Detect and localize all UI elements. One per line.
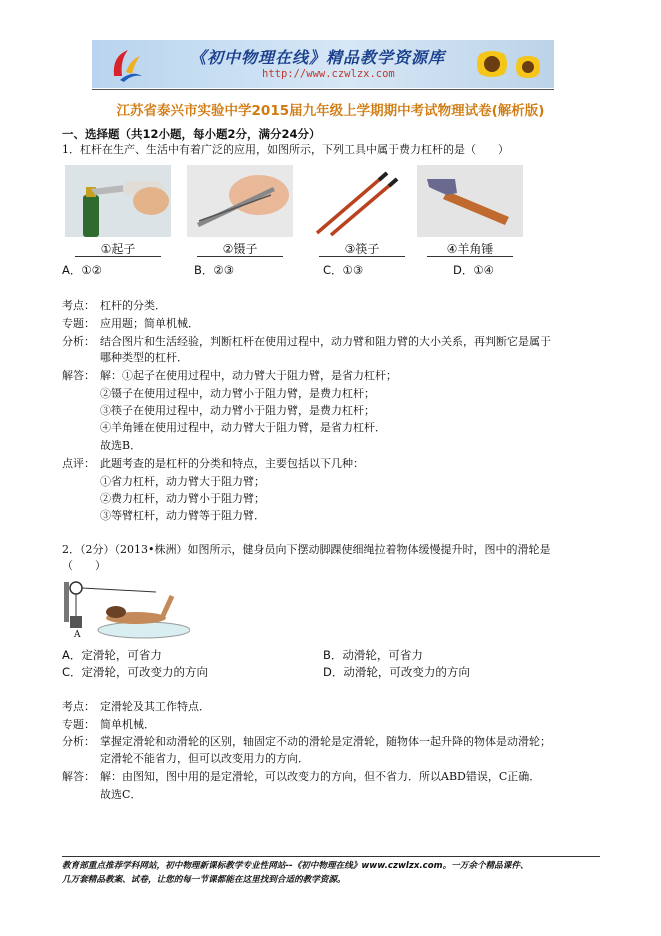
q2-fenxi-line: 定滑轮不能省力，但可以改变用力的方向． [100,752,309,765]
q1-dianping-line: ③等臂杠杆，动力臂等于阻力臂． [100,509,265,522]
q1-dianping-line: ②费力杠杆，动力臂小于阻力臂； [100,492,265,505]
pulley-label: A [74,630,81,640]
q2-zhuanti-label: 专题： [62,718,95,731]
q1-stem: 1．杠杆在生产、生活中有着广泛的应用，如图所示，下列工具中属于费力杠杆的是（ ） [62,143,509,156]
q2-jieda-line: 故选C． [100,788,142,801]
footer-line: 几万套精品教案、试卷，让您的每一节课都能在这里找到合适的教学资源。 [62,875,346,885]
q2-kaodian-label: 考点： [62,700,95,713]
claw-hammer-image [417,165,523,237]
q1-jieda-line: 解：①起子在使用过程中，动力臂大于阻力臂，是省力杠杆； [100,369,397,382]
caption-underline [427,256,513,257]
q2-fenxi-line: 掌握定滑轮和动滑轮的区别，轴固定不动的滑轮是定滑轮，随物体一起升降的物体是动滑轮； [100,735,551,748]
footer-line: 教育部重点推荐学科网站，初中物理新课标教学专业性网站--《初中物理在线》www.czwlzx.com。一万余个精品课件、 [62,861,529,871]
pulley-exercise-image [64,578,190,644]
banner-title: 《初中物理在线》精品教学资源库 [190,48,446,67]
document-title: 江苏省泰兴市实验中学2015届九年级上学期期中考试物理试卷(解析版) [116,103,545,119]
q1-jieda-line: ②镊子在使用过程中，动力臂小于阻力臂，是费力杠杆； [100,387,375,400]
caption-underline [319,256,405,257]
q1-kaodian-label: 考点： [62,299,95,312]
q2-jieda-line: 解：由图知，图中用的是定滑轮，可以改变力的方向，但不省力．所以ABD错误，C正确． [100,770,541,783]
q1-fenxi-label: 分析： [62,335,95,348]
q1-option-d: D．①④ [453,263,494,277]
chopsticks-image [309,165,415,237]
q2-option-c: C．定滑轮，可改变力的方向 [62,665,209,679]
bottle-opener-image [65,165,171,237]
q1-kaodian: 杠杆的分类． [100,299,166,312]
q1-fenxi-line: 结合图片和生活经验，判断杠杆在使用过程中，动力臂和阻力臂的大小关系，再判断它是属于 [100,335,551,348]
sunflower-icon [468,42,548,86]
caption-underline [197,256,283,257]
q1-jieda-label: 解答： [62,369,95,382]
footer-divider [62,856,600,857]
site-logo-icon [106,46,146,84]
q2-stem-line: 2．（2分）（2013•株洲）如图所示，健身员向下摆动脚踝使细绳拉着物体缓慢提升时，图中的滑轮是 [62,543,551,556]
q1-dianping-line: 此题考查的是杠杆的分类和特点，主要包括以下几种： [100,457,364,470]
q1-option-a: A．①② [62,263,102,277]
q1-zhuanti: 应用题；简单机械． [100,317,199,330]
q1-dianping-line: ①省力杠杆，动力臂大于阻力臂； [100,475,265,488]
section-heading: 一、选择题（共12小题，每小题2分，满分24分） [62,127,321,141]
header-divider [92,89,554,90]
q2-stem-line: （ ） [62,559,106,572]
banner-url: http://www.czwlzx.com [262,68,395,80]
q1-option-c: C．①③ [323,263,364,277]
q2-zhuanti: 简单机械． [100,718,155,731]
image-caption: ④羊角锤 [446,242,494,256]
image-caption: ②镊子 [222,242,258,256]
q1-option-b: B．②③ [194,263,235,277]
caption-underline [75,256,161,257]
q1-jieda-line: ④羊角锤在使用过程中，动力臂大于阻力臂，是省力杠杆． [100,421,386,434]
q2-option-a: A．定滑轮，可省力 [62,648,162,662]
q1-zhuanti-label: 专题： [62,317,95,330]
q2-kaodian: 定滑轮及其工作特点． [100,700,210,713]
q2-option-b: B．动滑轮，可省力 [323,648,423,662]
q1-fenxi-line: 哪种类型的杠杆． [100,351,188,364]
q2-option-d: D．动滑轮，可改变力的方向 [323,665,470,679]
header-banner [92,40,554,88]
q2-fenxi-label: 分析： [62,735,95,748]
q1-jieda-line: 故选B． [100,439,142,452]
q1-jieda-line: ③筷子在使用过程中，动力臂小于阻力臂，是费力杠杆； [100,404,375,417]
q2-jieda-label: 解答： [62,770,95,783]
image-caption: ③筷子 [344,242,380,256]
image-caption: ①起子 [100,242,136,256]
tweezers-image [187,165,293,237]
q1-dianping-label: 点评： [62,457,95,470]
